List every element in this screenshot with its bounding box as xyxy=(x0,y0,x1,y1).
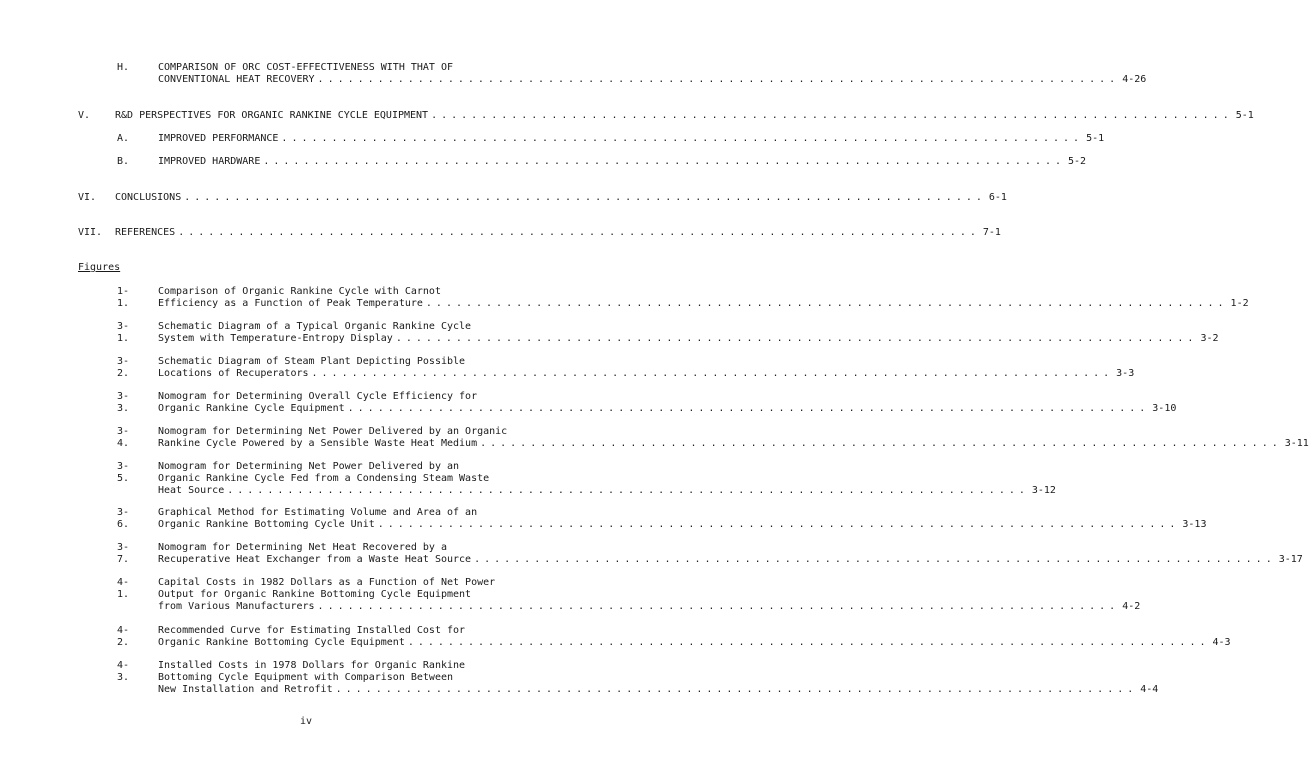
page-reference: 4-3 xyxy=(1212,637,1231,648)
figure-caption-line: Installed Costs in 1978 Dollars for Organic Rankine xyxy=(158,660,466,671)
figure-caption-line: Nomogram for Determining Net Heat Recovered by a xyxy=(158,542,447,553)
section-title-line xyxy=(115,192,1007,204)
entry-title-text: Organic Rankine Bottoming Cycle Equipment xyxy=(158,637,405,648)
dot-leader: ................................................................................ xyxy=(263,156,1065,167)
figure-caption-line: Output for Organic Rankine Bottoming Cycle Equipment xyxy=(158,589,472,600)
figure-caption-line xyxy=(158,519,1207,531)
section-number: VI. xyxy=(78,192,97,203)
section-title-line: COMPARISON OF ORC COST-EFFECTIVENESS WITH THAT OF xyxy=(158,62,454,73)
figure-number: 4-3. xyxy=(117,660,130,683)
entry-title-text: CONVENTIONAL HEAT RECOVERY xyxy=(158,74,315,85)
figure-caption-line: Schematic Diagram of a Typical Organic Rankine Cycle xyxy=(158,321,472,332)
section-number: H. xyxy=(117,62,130,73)
page-reference: 1-2 xyxy=(1230,298,1249,309)
figure-caption-line xyxy=(158,554,1303,566)
entry-title-text: IMPROVED HARDWARE xyxy=(158,156,261,167)
page-reference: 4-2 xyxy=(1122,601,1141,612)
page-reference: 3-11 xyxy=(1284,438,1309,449)
page-reference: 5-1 xyxy=(1086,133,1105,144)
dot-leader: ................................................................................ xyxy=(431,110,1233,121)
entry-title-text: IMPROVED PERFORMANCE xyxy=(158,133,279,144)
entry-title-text: R&D PERSPECTIVES FOR ORGANIC RANKINE CYCLE EQUIPMENT xyxy=(115,110,429,121)
entry-title-text: Organic Rankine Bottoming Cycle Unit xyxy=(158,519,375,530)
page-reference: 3-3 xyxy=(1116,368,1135,379)
entry-title-text: New Installation and Retrofit xyxy=(158,684,333,695)
section-title-line xyxy=(158,74,1147,86)
page-reference: 3-17 xyxy=(1278,554,1303,565)
page-reference: 3-12 xyxy=(1031,485,1056,496)
dot-leader: ................................................................................ xyxy=(317,601,1120,612)
figure-caption-line xyxy=(158,298,1249,310)
entry-title-text: Rankine Cycle Powered by a Sensible Waste Heat Medium xyxy=(158,438,478,449)
figure-number: 3-5. xyxy=(117,461,130,484)
figure-caption-line xyxy=(158,485,1056,497)
dot-leader: ................................................................................ xyxy=(335,684,1138,695)
entry-title-text: from Various Manufacturers xyxy=(158,601,315,612)
figure-caption-line: Capital Costs in 1982 Dollars as a Function of Net Power xyxy=(158,577,496,588)
figure-caption-line: Organic Rankine Cycle Fed from a Condensing Steam Waste xyxy=(158,473,490,484)
figure-number: 3-2. xyxy=(117,356,130,379)
dot-leader: ................................................................................ xyxy=(425,298,1228,309)
figure-caption-line xyxy=(158,333,1219,345)
figure-caption-line: Schematic Diagram of Steam Plant Depicting Possible xyxy=(158,356,466,367)
entry-title-text: REFERENCES xyxy=(115,227,176,238)
figure-number: 3-3. xyxy=(117,391,130,414)
section-number: A. xyxy=(117,133,130,144)
figures-heading: Figures xyxy=(78,262,121,273)
figure-caption-line xyxy=(158,403,1177,415)
page-reference: 7-1 xyxy=(982,227,1001,238)
figure-caption-line: Bottoming Cycle Equipment with Comparison Between xyxy=(158,672,454,683)
entry-title-text: CONCLUSIONS xyxy=(115,192,182,203)
entry-title-text: Heat Source xyxy=(158,485,225,496)
section-number: VII. xyxy=(78,227,103,238)
figure-caption-line xyxy=(158,368,1135,380)
figure-caption-line: Nomogram for Determining Net Power Delivered by an xyxy=(158,461,460,472)
section-title-line xyxy=(158,156,1087,168)
page-reference: 4-26 xyxy=(1122,74,1147,85)
section-number: B. xyxy=(117,156,130,167)
dot-leader: ................................................................................ xyxy=(347,403,1150,414)
section-number: V. xyxy=(78,110,91,121)
entry-title-text: Locations of Recuperators xyxy=(158,368,309,379)
entry-title-text: Efficiency as a Function of Peak Temperature xyxy=(158,298,423,309)
entry-title-text: System with Temperature-Entropy Display xyxy=(158,333,393,344)
entry-title-text: Recuperative Heat Exchanger from a Waste Heat Source xyxy=(158,554,472,565)
figure-number: 4-1. xyxy=(117,577,130,600)
dot-leader: ................................................................................ xyxy=(395,333,1198,344)
figure-caption-line: Nomogram for Determining Net Power Delivered by an Organic xyxy=(158,426,508,437)
dot-leader: ................................................................................ xyxy=(474,554,1276,565)
section-title-line xyxy=(115,227,1001,239)
page-reference: 5-1 xyxy=(1235,110,1254,121)
dot-leader: ................................................................................ xyxy=(407,637,1210,648)
dot-leader: ................................................................................ xyxy=(377,519,1180,530)
page-reference: 3-2 xyxy=(1200,333,1219,344)
figure-caption-line: Graphical Method for Estimating Volume and Area of an xyxy=(158,507,478,518)
dot-leader: ................................................................................ xyxy=(281,133,1084,144)
figure-caption-line: Recommended Curve for Estimating Installed Cost for xyxy=(158,625,466,636)
page-reference: 6-1 xyxy=(988,192,1007,203)
dot-leader: ................................................................................ xyxy=(184,192,986,203)
page-reference: 3-10 xyxy=(1152,403,1177,414)
figure-caption-line xyxy=(158,684,1159,696)
figure-number: 3-1. xyxy=(117,321,130,344)
dot-leader: ................................................................................ xyxy=(227,485,1029,496)
figure-number: 3-6. xyxy=(117,507,130,530)
dot-leader: ................................................................................ xyxy=(178,227,980,238)
page-reference: 4-4 xyxy=(1140,684,1159,695)
figure-number: 3-4. xyxy=(117,426,130,449)
entry-title-text: Organic Rankine Cycle Equipment xyxy=(158,403,345,414)
dot-leader: ................................................................................ xyxy=(311,368,1114,379)
section-title-line xyxy=(158,133,1105,145)
page-reference: 5-2 xyxy=(1068,156,1087,167)
figure-number: 1-1. xyxy=(117,286,130,309)
page-number: iv xyxy=(299,716,313,727)
figure-number: 4-2. xyxy=(117,625,130,648)
figure-caption-line xyxy=(158,601,1141,613)
dot-leader: ................................................................................ xyxy=(480,438,1282,449)
figure-caption-line: Comparison of Organic Rankine Cycle with Carnot xyxy=(158,286,441,297)
figure-caption-line xyxy=(158,637,1231,649)
section-title-line xyxy=(115,110,1254,122)
figure-caption-line xyxy=(158,438,1309,450)
dot-leader: ................................................................................ xyxy=(317,74,1120,85)
figure-caption-line: Nomogram for Determining Overall Cycle Efficiency for xyxy=(158,391,478,402)
page-reference: 3-13 xyxy=(1182,519,1207,530)
figure-number: 3-7. xyxy=(117,542,130,565)
